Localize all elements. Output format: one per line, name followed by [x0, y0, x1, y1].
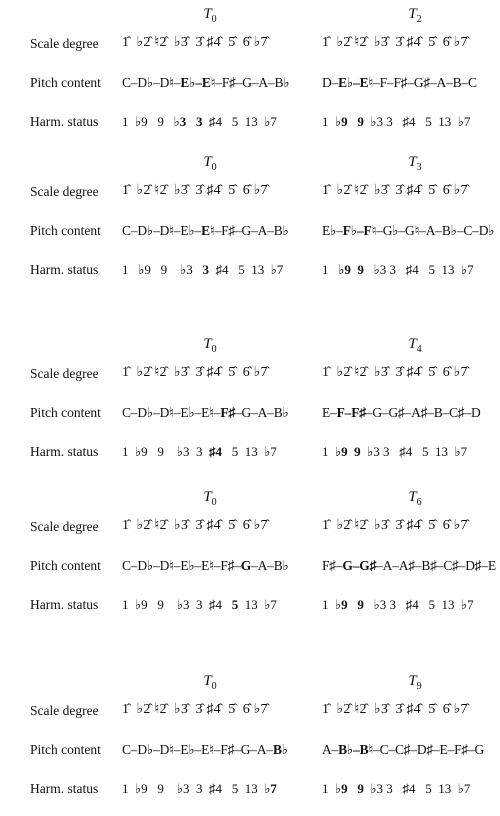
harm-status-row-right — [322, 444, 467, 460]
harm-segment: 5 — [231, 597, 239, 612]
pitch-segment: G — [240, 558, 252, 573]
transposition-index: 3 — [416, 162, 422, 173]
pitch-segment: E♭– — [322, 223, 343, 238]
pitch-segment: –G–A–B♭ — [234, 405, 289, 420]
pitch-segment: E♭–E♮ — [180, 75, 216, 90]
scale-degree-row-left: 1̂ ♭2̂ ♮2̂ ♭3̂ 3̂ ♯4̂ 5̂ 6̂ ♭7̂ — [122, 518, 268, 533]
transposition-index: 4 — [416, 344, 422, 355]
pitch-segment: –C–C♯–D♯–E–F♯–G — [373, 742, 485, 757]
comparison-group — [0, 330, 500, 460]
harm-segment: 13 ♭7 — [238, 597, 277, 612]
transposition-index: 9 — [416, 681, 422, 692]
transposition-label-right: $T_6$ — [408, 489, 422, 508]
pitch-content-row-right — [322, 405, 481, 421]
harm-segment: 1 — [322, 114, 335, 129]
scale-degree-label: Scale degree — [30, 36, 99, 51]
scale-degree-label: Scale degree — [30, 184, 99, 199]
transposition-label-left: $T_0$ — [203, 6, 217, 25]
harm-segment: ♭9 9 — [335, 444, 361, 459]
pitch-segment: –F♯–G–A–B♭ — [215, 75, 290, 90]
harm-status-row-left — [122, 781, 277, 797]
harm-segment: ♯4 5 13 ♭7 — [209, 262, 284, 277]
harm-segment: 3 — [202, 262, 210, 277]
transposition-index: 0 — [211, 162, 217, 173]
scale-degree-row-left: 1̂ ♭2̂ ♮2̂ ♭3̂ 3̂ ♯4̂ 5̂ 6̂ ♭7̂ — [122, 183, 268, 198]
pitch-content-label: Pitch content — [30, 558, 101, 573]
pitch-segment: C–D♭–D♮–E♭– — [122, 223, 202, 238]
transposition-label-right: $T_2$ — [408, 6, 422, 25]
pitch-segment: F–F♯ — [336, 405, 366, 420]
harm-segment: 1 ♭9 9 ♭3 3 — [122, 444, 210, 459]
harm-segment: ♭3 3 ♯4 5 13 ♭7 — [363, 262, 474, 277]
harm-status-label: Harm. status — [30, 262, 99, 277]
comparison-group — [0, 667, 500, 797]
pitch-segment: E– — [322, 405, 337, 420]
harm-segment: ♯4 5 13 ♭7 — [202, 114, 277, 129]
scale-degree-label: Scale degree — [30, 519, 99, 534]
pitch-content-row-right — [322, 223, 494, 239]
harm-segment: ♭7 — [264, 781, 277, 796]
scale-degree-row-right: 1̂ ♭2̂ ♮2̂ ♭3̂ 3̂ ♯4̂ 5̂ 6̂ ♭7̂ — [322, 702, 468, 717]
scale-degree-row-right: 1̂ ♭2̂ ♮2̂ ♭3̂ 3̂ ♯4̂ 5̂ 6̂ ♭7̂ — [322, 365, 468, 380]
harm-status-row-right — [322, 597, 474, 613]
pitch-segment: A– — [322, 742, 339, 757]
transposition-index: 0 — [211, 344, 217, 355]
harm-segment: 1 ♭9 9 — [122, 114, 174, 129]
pitch-content-label: Pitch content — [30, 223, 101, 238]
pitch-segment: E♮ — [201, 223, 215, 238]
transposition-index: 0 — [211, 681, 217, 692]
scale-degree-row-right: 1̂ ♭2̂ ♮2̂ ♭3̂ 3̂ ♯4̂ 5̂ 6̂ ♭7̂ — [322, 518, 468, 533]
transposition-index: 0 — [211, 497, 217, 508]
harm-status-row-right — [322, 781, 470, 797]
harm-segment: ♭3 3 ♯4 5 13 ♭7 — [363, 114, 471, 129]
pitch-content-label: Pitch content — [30, 742, 101, 757]
pitch-content-row-left — [122, 742, 288, 758]
harm-status-label: Harm. status — [30, 114, 99, 129]
transposition-label-right: $T_3$ — [408, 154, 422, 173]
comparison-group — [0, 148, 500, 278]
pitch-segment: –G–G♯–A♯–B–C♯–D — [365, 405, 481, 420]
pitch-segment: E♭–E♮ — [338, 75, 374, 90]
pitch-segment: B♭–B♮ — [338, 742, 374, 757]
pitch-content-row-left — [122, 223, 289, 239]
harm-status-row-left — [122, 444, 277, 460]
pitch-segment: –A–B♭ — [251, 558, 289, 573]
transposition-index: 0 — [211, 14, 217, 25]
harm-status-label: Harm. status — [30, 781, 99, 796]
harm-status-label: Harm. status — [30, 444, 99, 459]
scale-degree-row-left: 1̂ ♭2̂ ♮2̂ ♭3̂ 3̂ ♯4̂ 5̂ 6̂ ♭7̂ — [122, 702, 268, 717]
scale-degree-row-left: 1̂ ♭2̂ ♮2̂ ♭3̂ 3̂ ♯4̂ 5̂ 6̂ ♭7̂ — [122, 365, 268, 380]
harm-segment: ♭9 9 — [335, 597, 364, 612]
pitch-segment: F♯– — [322, 558, 343, 573]
harm-segment: 1 — [322, 262, 339, 277]
transposition-label-left: $T_0$ — [203, 673, 217, 692]
pitch-content-row-right — [322, 742, 484, 758]
pitch-segment: F♯ — [220, 405, 235, 420]
transposition-label-right: $T_9$ — [408, 673, 422, 692]
pitch-segment: –F♯–G–A–B♭ — [214, 223, 289, 238]
pitch-segment: –A–A♯–B♯–C♯–D♯–E — [376, 558, 496, 573]
pitch-segment: B♭ — [272, 742, 288, 757]
pitch-segment: C–D♭–D♮–E♭–E♮– — [122, 405, 221, 420]
harm-segment: ♭3 3 ♯4 5 13 ♭7 — [360, 444, 468, 459]
harm-segment: 1 — [322, 781, 335, 796]
harm-status-row-right — [322, 262, 474, 278]
harm-status-label: Harm. status — [30, 597, 99, 612]
harm-status-row-left — [122, 114, 277, 130]
harm-segment: 1 ♭9 9 ♭3 3 ♯4 5 13 — [122, 781, 265, 796]
harm-segment: 1 ♭9 9 ♭3 3 ♯4 — [122, 597, 232, 612]
transposition-index: 2 — [416, 14, 422, 25]
pitch-segment: C–D♭–D♮–E♭–E♮–F♯–G–A– — [122, 742, 273, 757]
harm-segment: ♯4 — [209, 444, 223, 459]
comparison-group — [0, 0, 500, 130]
pitch-content-row-right — [322, 558, 496, 574]
scale-degree-row-left: 1̂ ♭2̂ ♮2̂ ♭3̂ 3̂ ♯4̂ 5̂ 6̂ ♭7̂ — [122, 35, 268, 50]
transposition-label-left: $T_0$ — [203, 154, 217, 173]
scale-degree-label: Scale degree — [30, 703, 99, 718]
transposition-label-left: $T_0$ — [203, 336, 217, 355]
harm-segment: 1 — [322, 597, 335, 612]
pitch-content-label: Pitch content — [30, 75, 101, 90]
pitch-segment: G–G♯ — [342, 558, 377, 573]
pitch-segment: –G♭–G♮–A–B♭–C–D♭ — [376, 223, 495, 238]
pitch-segment: C–D♭–D♮– — [122, 75, 181, 90]
pitch-content-row-right — [322, 75, 477, 91]
harm-segment: ♭9 9 — [335, 781, 364, 796]
pitch-content-row-left — [122, 75, 289, 91]
harm-status-row-right — [322, 114, 470, 130]
harm-status-row-left — [122, 597, 277, 613]
pitch-content-row-left — [122, 405, 289, 421]
pitch-content-label: Pitch content — [30, 405, 101, 420]
pitch-content-row-left — [122, 558, 289, 574]
transposition-label-left: $T_0$ — [203, 489, 217, 508]
scale-degree-label: Scale degree — [30, 366, 99, 381]
harm-segment: ♭9 9 — [335, 114, 364, 129]
scale-degree-row-right: 1̂ ♭2̂ ♮2̂ ♭3̂ 3̂ ♯4̂ 5̂ 6̂ ♭7̂ — [322, 183, 468, 198]
transposition-label-right: $T_4$ — [408, 336, 422, 355]
transposition-index: 6 — [416, 497, 422, 508]
harm-segment: ♭3 3 ♯4 5 13 ♭7 — [363, 597, 474, 612]
harm-segment: 5 13 ♭7 — [222, 444, 277, 459]
pitch-segment: D– — [322, 75, 339, 90]
harm-segment: 1 — [322, 444, 335, 459]
harm-segment: ♭9 9 — [338, 262, 364, 277]
pitch-segment: –F–F♯–G♯–A–B–C — [373, 75, 477, 90]
harm-segment: ♭3 3 — [173, 114, 203, 129]
comparison-group — [0, 483, 500, 613]
pitch-segment: F♭–F♮ — [342, 223, 377, 238]
harm-status-row-left — [122, 262, 283, 278]
pitch-segment: C–D♭–D♮–E♭–E♮–F♯– — [122, 558, 241, 573]
harm-segment: ♭3 3 ♯4 5 13 ♭7 — [363, 781, 471, 796]
harm-segment: 1 ♭9 9 ♭3 — [122, 262, 203, 277]
scale-degree-row-right: 1̂ ♭2̂ ♮2̂ ♭3̂ 3̂ ♯4̂ 5̂ 6̂ ♭7̂ — [322, 35, 468, 50]
